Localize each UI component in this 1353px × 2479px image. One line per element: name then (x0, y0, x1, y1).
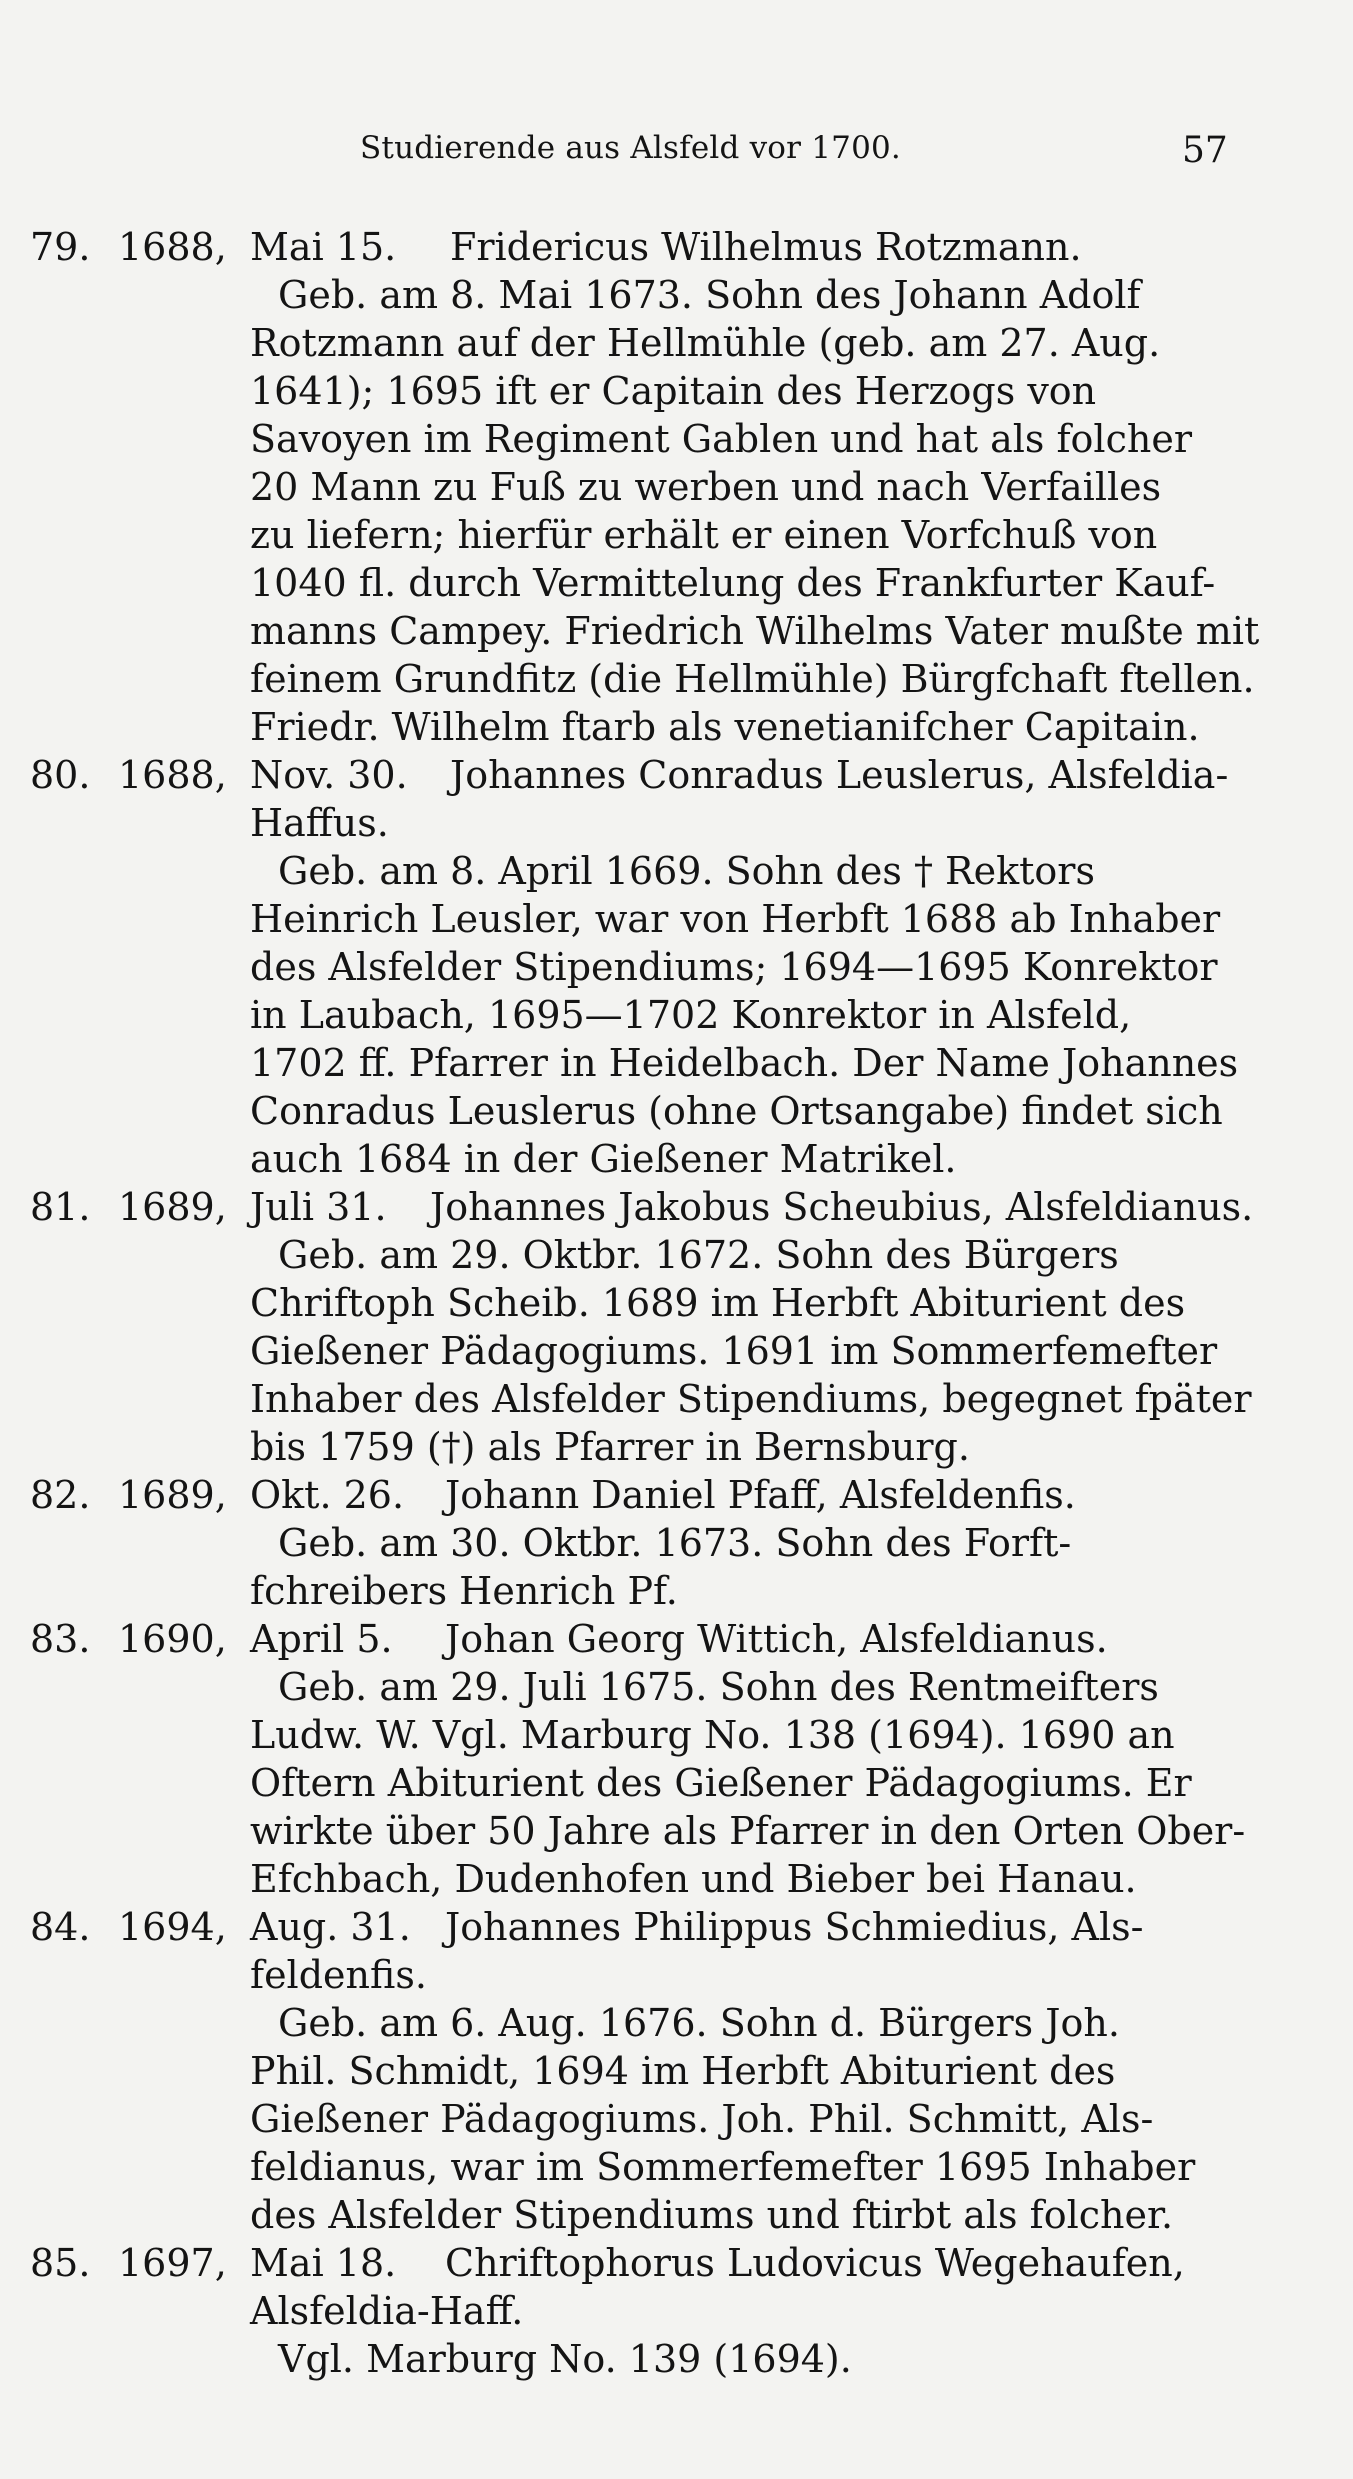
entry-name-continued: Haffus. (250, 801, 389, 845)
entry-date: Okt. 26. (250, 1473, 405, 1517)
entry-date: Mai 15. (250, 225, 397, 269)
entry-name-continued: Alsfeldia-Haff. (250, 2289, 524, 2333)
entry-name: Johannes Jakobus Scheubius, Alsfeldianus. (430, 1185, 1254, 1229)
entry-date: Nov. 30. (250, 753, 408, 797)
entry-number: 80. (30, 753, 91, 797)
entry-year: 1697, (118, 2241, 227, 2285)
page-number: 57 (1182, 130, 1228, 171)
entry-date: Juli 31. (250, 1185, 387, 1229)
entry-name: Chriftophorus Ludovicus Wegehaufen, (445, 2241, 1185, 2285)
entry-text-line: bis 1759 (†) als Pfarrer in Bernsburg. (250, 1425, 970, 1469)
book-page: Studierende aus Alsfeld vor 1700. 57 79. 1688, Mai 15. Fridericus Wilhelmus Rotzmann. Geb. am 8. Mai 1673. Sohn des Johann Adolf Rotzmann auf der Hellmühle (geb. am 27. Aug. 1641); 1695 ift er Capitain des Herzogs von Savoyen im Regiment Gablen und hat als folcher 20 Mann zu Fuß zu werben und nach Verfailles zu liefern; hierfür erhält er einen Vorfchuß von 1040 fl. durch Vermittelung des Frankfurter Kauf- manns Campey. Friedrich Wilhelms Vater mußte mit feinem Grundfitz (die Hellmühle) Bürgfchaft ftellen. Friedr. Wilhelm ftarb als venetianifcher Capitain. 80. 1688, Nov. 30. Johannes Conradus Leuslerus, Alsfeldia- Haffus. Geb. am 8. April 1669. Sohn des † Rektors Heinrich Leusler, war von Herbft 1688 ab Inhaber des Alsfelder Stipendiums; 1694—1695 Konrektor in Laubach, 1695—1702 Konrektor in Alsfeld, 1702 ff. Pfarrer in Heidelbach. Der Name Johannes Conradus Leuslerus (ohne Ortsangabe) findet sich auch 1684 in der Gießener Matrikel. 81. 1689, Juli 31. Johannes Jakobus Scheubius, Alsfeldianus. Geb. am 29. Oktbr. 1672. Sohn des Bürgers Chriftoph Scheib. 1689 im Herbft Abiturient des Gießener Pädagogiums. 1691 im Sommerfemefter Inhaber des Alsfelder Stipendiums, begegnet fpäter bis 1759 (†) als Pfarrer in Bernsburg. 82. 1689, Okt. 26. Johann Daniel Pfaff, Alsfeldenfis. Geb. am 30. Oktbr. 1673. Sohn des Forft- fchreibers Henrich Pf. 83. 1690, April 5. Johan Georg Wittich, Alsfeldianus. Geb. am 29. Juli 1675. Sohn des Rentmeifters Ludw. W. Vgl. Marburg No. 138 (1694). 1690 an Oftern Abiturient des Gießener Pädagogiums. Er wirkte über 50 Jahre als Pfarrer in den Orten Ober- Efchbach, Dudenhofen und Bieber bei Hanau. 84. 1694, Aug. 31. Johannes Philippus Schmiedius, Als- feldenfis. Geb. am 6. Aug. 1676. Sohn d. Bürgers Joh. Phil. Schmidt, 1694 im Herbft Abiturient des Gießener Pädagogiums. Joh. Phil. Schmitt, Als- feldianus, war im Sommerfemefter 1695 Inhaber des Alsfelder Stipendiums und ftirbt als folcher. 85. 1697, Mai 18. Chriftophorus Ludovicus Wegehaufen, Alsfeldia-Haff. Vgl. Marburg No. 139 (1694). (30, 130, 1260, 2381)
entry-number: 83. (30, 1617, 91, 1661)
entry-name: Fridericus Wilhelmus Rotzmann. (450, 225, 1082, 269)
entry-year: 1688, (118, 225, 227, 269)
entry-number: 85. (30, 2241, 91, 2285)
entry-text-line: Vgl. Marburg No. 139 (1694). (278, 2337, 852, 2381)
entry-year: 1690, (118, 1617, 227, 1661)
entry-name: Johannes Philippus Schmiedius, Als- (445, 1905, 1144, 1949)
entry-text-line: fchreibers Henrich Pf. (250, 1569, 678, 1613)
entry-name: Johannes Conradus Leuslerus, Alsfeldia- (450, 753, 1229, 797)
entry-name: Johan Georg Wittich, Alsfeldianus. (445, 1617, 1108, 1661)
entry-text-line: Efchbach, Dudenhofen und Bieber bei Hanau. (250, 1857, 1137, 1901)
entry-name: Johann Daniel Pfaff, Alsfeldenfis. (445, 1473, 1076, 1517)
entry-date: Aug. 31. (250, 1905, 411, 1949)
entry-date: April 5. (250, 1617, 393, 1661)
entry-year: 1689, (118, 1185, 227, 1229)
entry-year: 1689, (118, 1473, 227, 1517)
entry-number: 79. (30, 225, 91, 269)
entry-year: 1694, (118, 1905, 227, 1949)
entry-number: 81. (30, 1185, 91, 1229)
entry-date: Mai 18. (250, 2241, 397, 2285)
entry-text-line: auch 1684 in der Gießener Matrikel. (250, 1137, 957, 1181)
entry-number: 82. (30, 1473, 91, 1517)
running-title: Studierende aus Alsfeld vor 1700. (360, 130, 901, 166)
entry-year: 1688, (118, 753, 227, 797)
entry-name-continued: feldenfis. (250, 1953, 427, 1997)
entry-number: 84. (30, 1905, 91, 1949)
